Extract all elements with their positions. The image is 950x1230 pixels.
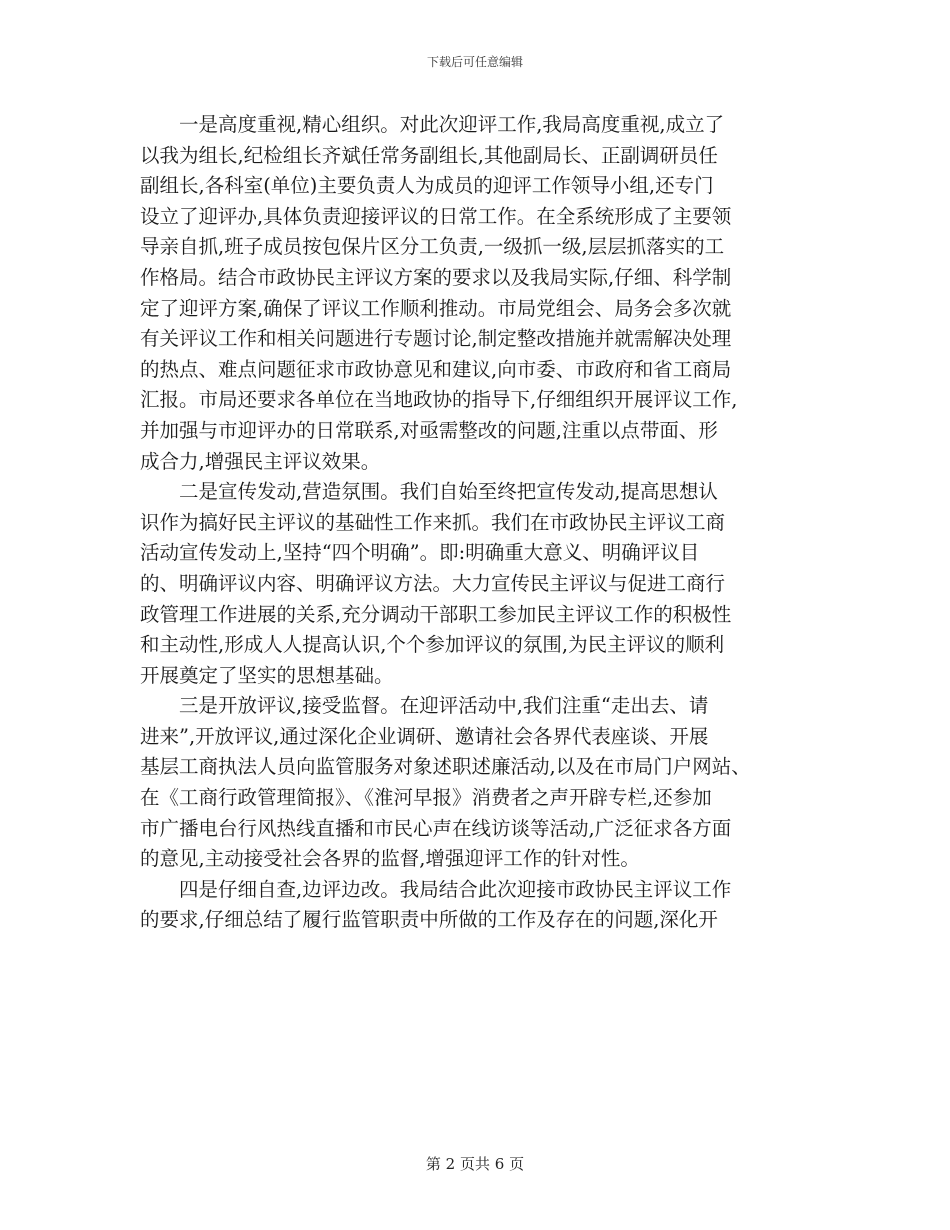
text-line: 定了迎评方案,确保了评议工作顺利推动。市局党组会、局务会多次就 — [140, 296, 732, 320]
text-line: 成合力,增强民主评议效果。 — [140, 449, 381, 473]
text-line: 在《工商行政管理简报》、《淮河早报》消费者之声开辟专栏,还参加 — [140, 786, 712, 810]
text-line: 以我为组长,纪检组长齐斌任常务副组长,其他副局长、正副调研员任 — [140, 143, 718, 167]
text-line: 并加强与市迎评办的日常联系,对亟需整改的问题,注重以点带面、形 — [140, 418, 718, 442]
text-line: 的要求,仔细总结了履行监管职责中所做的工作及存在的问题,深化开 — [140, 908, 718, 932]
page-header: 下载后可任意编辑 — [426, 55, 523, 69]
text-line: 进来”,开放评议,通过深化企业调研、邀请社会各界代表座谈、开展 — [140, 724, 709, 748]
text-line: 市广播电台行风热线直播和市民心声在线访谈等活动,广泛征求各方面 — [140, 816, 732, 840]
text-line: 基层工商执法人员向监管服务对象述职述廉活动,以及在市局门户网站、 — [140, 755, 751, 779]
text-line: 开展奠定了坚实的思想基础。 — [140, 663, 394, 687]
text-line: 导亲自抓,班子成员按包保片区分工负责,一级抓一级,层层抓落实的工 — [140, 235, 725, 259]
text-line: 四是仔细自查,边评边改。我局结合此次迎接市政协民主评议工作 — [140, 877, 732, 901]
text-line: 有关评议工作和相关问题进行专题讨论,制定整改措施并就需解决处理 — [140, 327, 732, 351]
text-line: 的、明确评议内容、明确评议方法。大力宣传民主评议与促进工商行 — [140, 571, 726, 595]
text-line: 二是宣传发动,营造氛围。我们自始至终把宣传发动,提高思想认 — [140, 480, 718, 504]
text-line: 设立了迎评办,具体负责迎接评议的日常工作。在全系统形成了主要领 — [140, 204, 732, 228]
text-line: 三是开放评议,接受监督。在迎评活动中,我们注重“走出去、请 — [140, 694, 709, 718]
text-line: 和主动性,形成人人提高认识,个个参加评议的氛围,为民主评议的顺利 — [140, 633, 725, 657]
text-line: 政管理工作进展的关系,充分调动干部职工参加民主评议工作的积极性 — [140, 602, 732, 626]
text-line: 副组长,各科室(单位)主要负责人为成员的迎评工作领导小组,还专门 — [140, 174, 714, 198]
text-line: 汇报。市局还要求各单位在当地政协的指导下,仔细组织开展评议工作, — [140, 388, 738, 412]
text-line: 的意见,主动接受社会各界的监督,增强迎评工作的针对性。 — [140, 847, 640, 871]
text-line: 识作为搞好民主评议的基础性工作来抓。我们在市政协民主评议工商 — [140, 510, 726, 534]
text-line: 一是高度重视,精心组织。对此次迎评工作,我局高度重视,成立了 — [140, 113, 725, 136]
text-line: 的热点、难点问题征求市政协意见和建议,向市委、市政府和省工商局 — [140, 357, 732, 381]
text-line: 作格局。结合市政协民主评议方案的要求以及我局实际,仔细、科学制 — [140, 265, 732, 289]
text-line: 活动宣传发动上,坚持“四个明确”。即:明确重大意义、明确评议目 — [140, 541, 700, 565]
page-footer: 第 2 页共 6 页 — [425, 1155, 525, 1173]
document-body — [140, 110, 810, 936]
